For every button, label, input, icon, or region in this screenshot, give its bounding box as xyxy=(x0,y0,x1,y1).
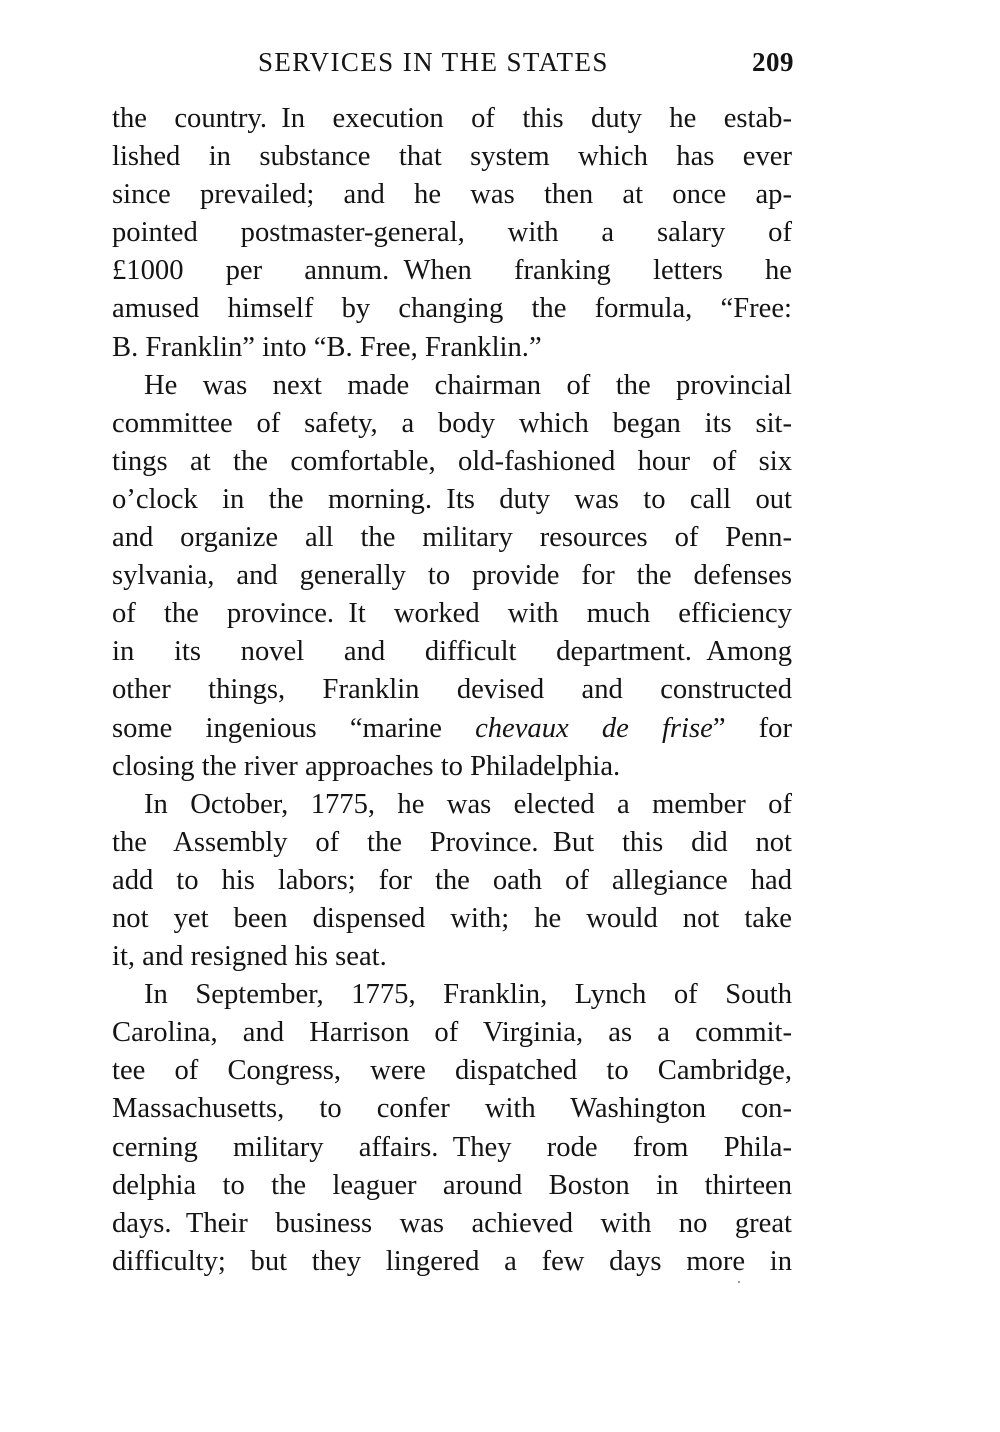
text-line: sylvania, and generally to provide for the defenses xyxy=(112,560,792,592)
text-line: closing the river approaches to Philadelphia. xyxy=(112,750,621,782)
text-line: other things, Franklin devised and constructed xyxy=(112,674,792,706)
text-line: cerning military affairs. They rode from Phila- xyxy=(112,1131,792,1163)
text-line: and organize all the military resources of Penn- xyxy=(112,522,792,554)
text-line: In September, 1775, Franklin, Lynch of South xyxy=(144,979,792,1011)
text-line: not yet been dispensed with; he would not take xyxy=(112,902,792,934)
text-line: pointed postmaster-general, with a salary of xyxy=(112,217,792,249)
text-line: committee of safety, a body which began its sit- xyxy=(112,407,792,439)
text-line: in its novel and difficult department. Among xyxy=(112,636,792,668)
text-line: delphia to the leaguer around Boston in thirteen xyxy=(112,1169,792,1201)
text-segment: ” for xyxy=(712,712,793,744)
text-line: Carolina, and Harrison of Virginia, as a commit- xyxy=(112,1017,792,1049)
italic-phrase: chevaux de frise xyxy=(475,712,713,744)
text-line: He was next made chairman of the provincial xyxy=(144,369,792,401)
text-line: lished in substance that system which has ever xyxy=(112,141,792,173)
text-line: of the province. It worked with much efficiency xyxy=(112,598,792,630)
text-line: difficulty; but they lingered a few days more in xyxy=(112,1245,792,1277)
text-line: tings at the comfortable, old-fashioned hour of six xyxy=(112,445,792,477)
text-line: tee of Congress, were dispatched to Cambridge, xyxy=(112,1055,792,1087)
text-line: it, and resigned his seat. xyxy=(112,941,387,973)
running-head xyxy=(112,42,794,82)
running-title: SERVICES IN THE STATES xyxy=(258,47,609,77)
text-line: add to his labors; for the oath of allegiance had xyxy=(112,864,792,896)
text-line: amused himself by changing the formula, “Free: xyxy=(112,293,792,325)
text-line: £1000 per annum. When franking letters he xyxy=(112,255,792,287)
page-number: 209 xyxy=(752,47,794,77)
text-line xyxy=(112,710,792,748)
text-line: In October, 1775, he was elected a member of xyxy=(144,788,792,820)
text-line: the country. In execution of this duty he estab- xyxy=(112,103,792,134)
text-line: days. Their business was achieved with no great xyxy=(112,1207,792,1239)
text-line: the Assembly of the Province. But this did not xyxy=(112,826,792,858)
body-text xyxy=(112,100,792,1281)
text-line: since prevailed; and he was then at once ap- xyxy=(112,179,792,211)
print-speck xyxy=(738,1281,740,1283)
text-line: Massachusetts, to confer with Washington con- xyxy=(112,1093,792,1125)
text-line: B. Franklin” into “B. Free, Franklin.” xyxy=(112,331,542,363)
text-line: o’clock in the morning. Its duty was to call out xyxy=(112,483,792,515)
text-segment: some ingenious “marine xyxy=(112,712,476,744)
